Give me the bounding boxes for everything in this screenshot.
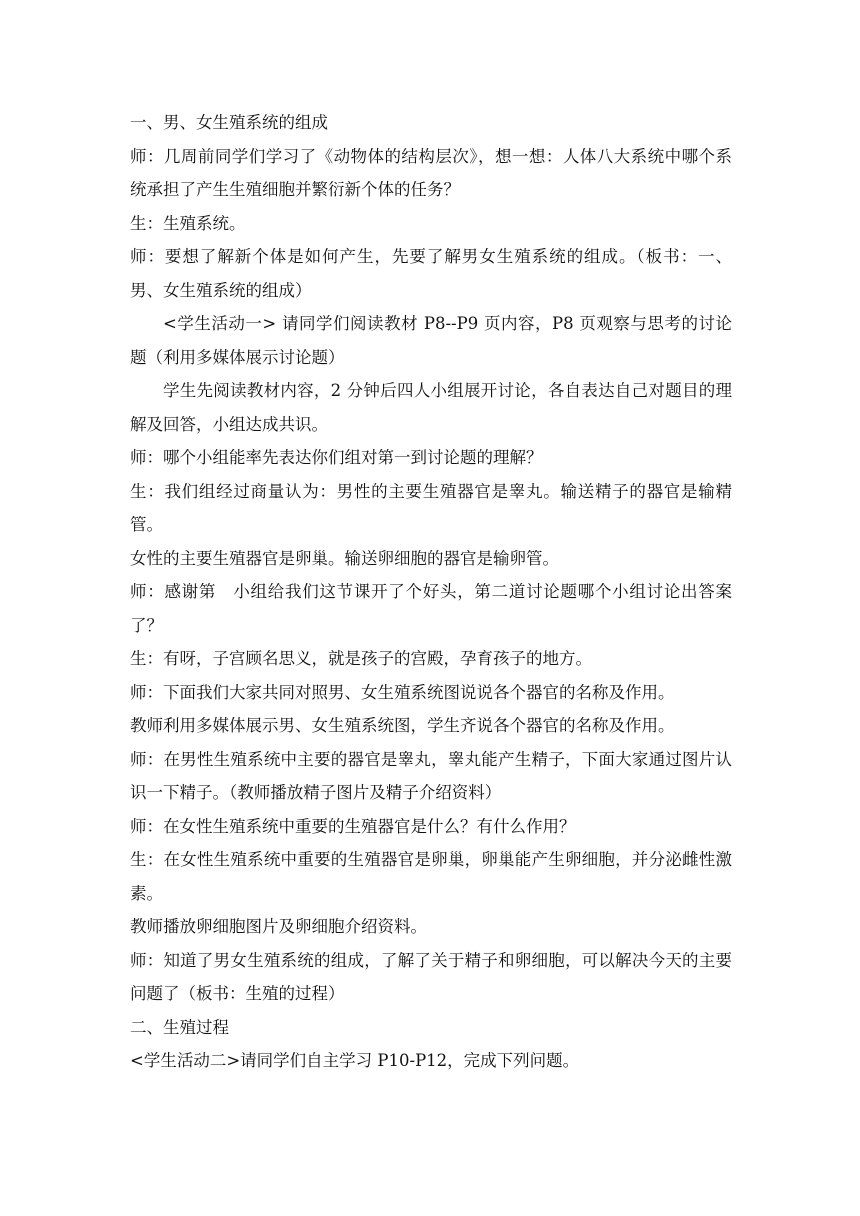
teacher-question-system: 师：几周前同学们学习了《动物体的结构层次》，想一想：人体八大系统中哪个系统承担了产生生殖细胞并繁衍新个体的任务？: [130, 146, 732, 199]
student-answer-uterus: 生：有呀，子宫顾名思义，就是孩子的宫殿，孕育孩子的地方。: [130, 649, 592, 668]
teacher-compare-diagrams: 师：下面我们大家共同对照男、女生殖系统图说说各个器官的名称及作用。: [130, 682, 675, 702]
student-answer-male-organs: 生：我们组经过商量认为：男性的主要生殖器官是睾丸。输送精子的器官是输精管。: [130, 481, 732, 534]
section-heading-2: 二、生殖过程: [130, 1017, 229, 1037]
teacher-transition-process: 师：知道了男女生殖系统的组成，了解了关于精子和卵细胞，可以解决今天的主要问题了（板书：生殖的过程）: [130, 950, 732, 1003]
student-activity-one: <学生活动一> 请同学们阅读教材 P8--P9 页内容，P8 页观察与思考的讨论题（利用多媒体展示讨论题）: [130, 314, 732, 367]
teacher-female-organ-question: 师：在女性生殖系统中重要的生殖器官是什么？有什么作用？: [130, 816, 576, 836]
teacher-intro-board-note: 师：要想了解新个体是如何产生，先要了解男女生殖系统的组成。（板书：一、男、女生殖系统的组成）: [130, 247, 732, 300]
student-answer-female-organs: 女性的主要生殖器官是卵巢。输送卵细胞的器官是输卵管。: [130, 548, 559, 568]
group-discussion-instruction: 学生先阅读教材内容，2 分钟后四人小组展开讨论，各自表达自己对题目的理解及回答，小组达成共识。: [130, 381, 732, 434]
document-body: [130, 106, 732, 1078]
teacher-egg-cell-material: 教师播放卵细胞图片及卵细胞介绍资料。: [130, 917, 427, 936]
teacher-show-diagrams: 教师利用多媒体展示男、女生殖系统图，学生齐说各个器官的名称及作用。: [130, 716, 675, 735]
teacher-ask-first-question: 师：哪个小组能率先表达你们组对第一到讨论题的理解？: [130, 448, 543, 467]
teacher-thanks-group: 师：感谢第 小组给我们这节课开了个好头，第二道讨论题哪个小组讨论出答案了？: [130, 582, 732, 635]
student-answer-reproductive-system: 生：生殖系统。: [130, 213, 246, 233]
teacher-sperm-explanation: 师：在男性生殖系统中主要的器官是睾丸，睾丸能产生精子，下面大家通过图片认识一下精子。（教师播放精子图片及精子介绍资料）: [130, 749, 732, 802]
section-heading-1: 一、男、女生殖系统的组成: [130, 113, 328, 132]
student-activity-two: <学生活动二>请同学们自主学习 P10-P12，完成下列问题。: [130, 1051, 580, 1070]
student-answer-ovary: 生：在女性生殖系统中重要的生殖器官是卵巢，卵巢能产生卵细胞，并分泌雌性激素。: [130, 850, 732, 903]
